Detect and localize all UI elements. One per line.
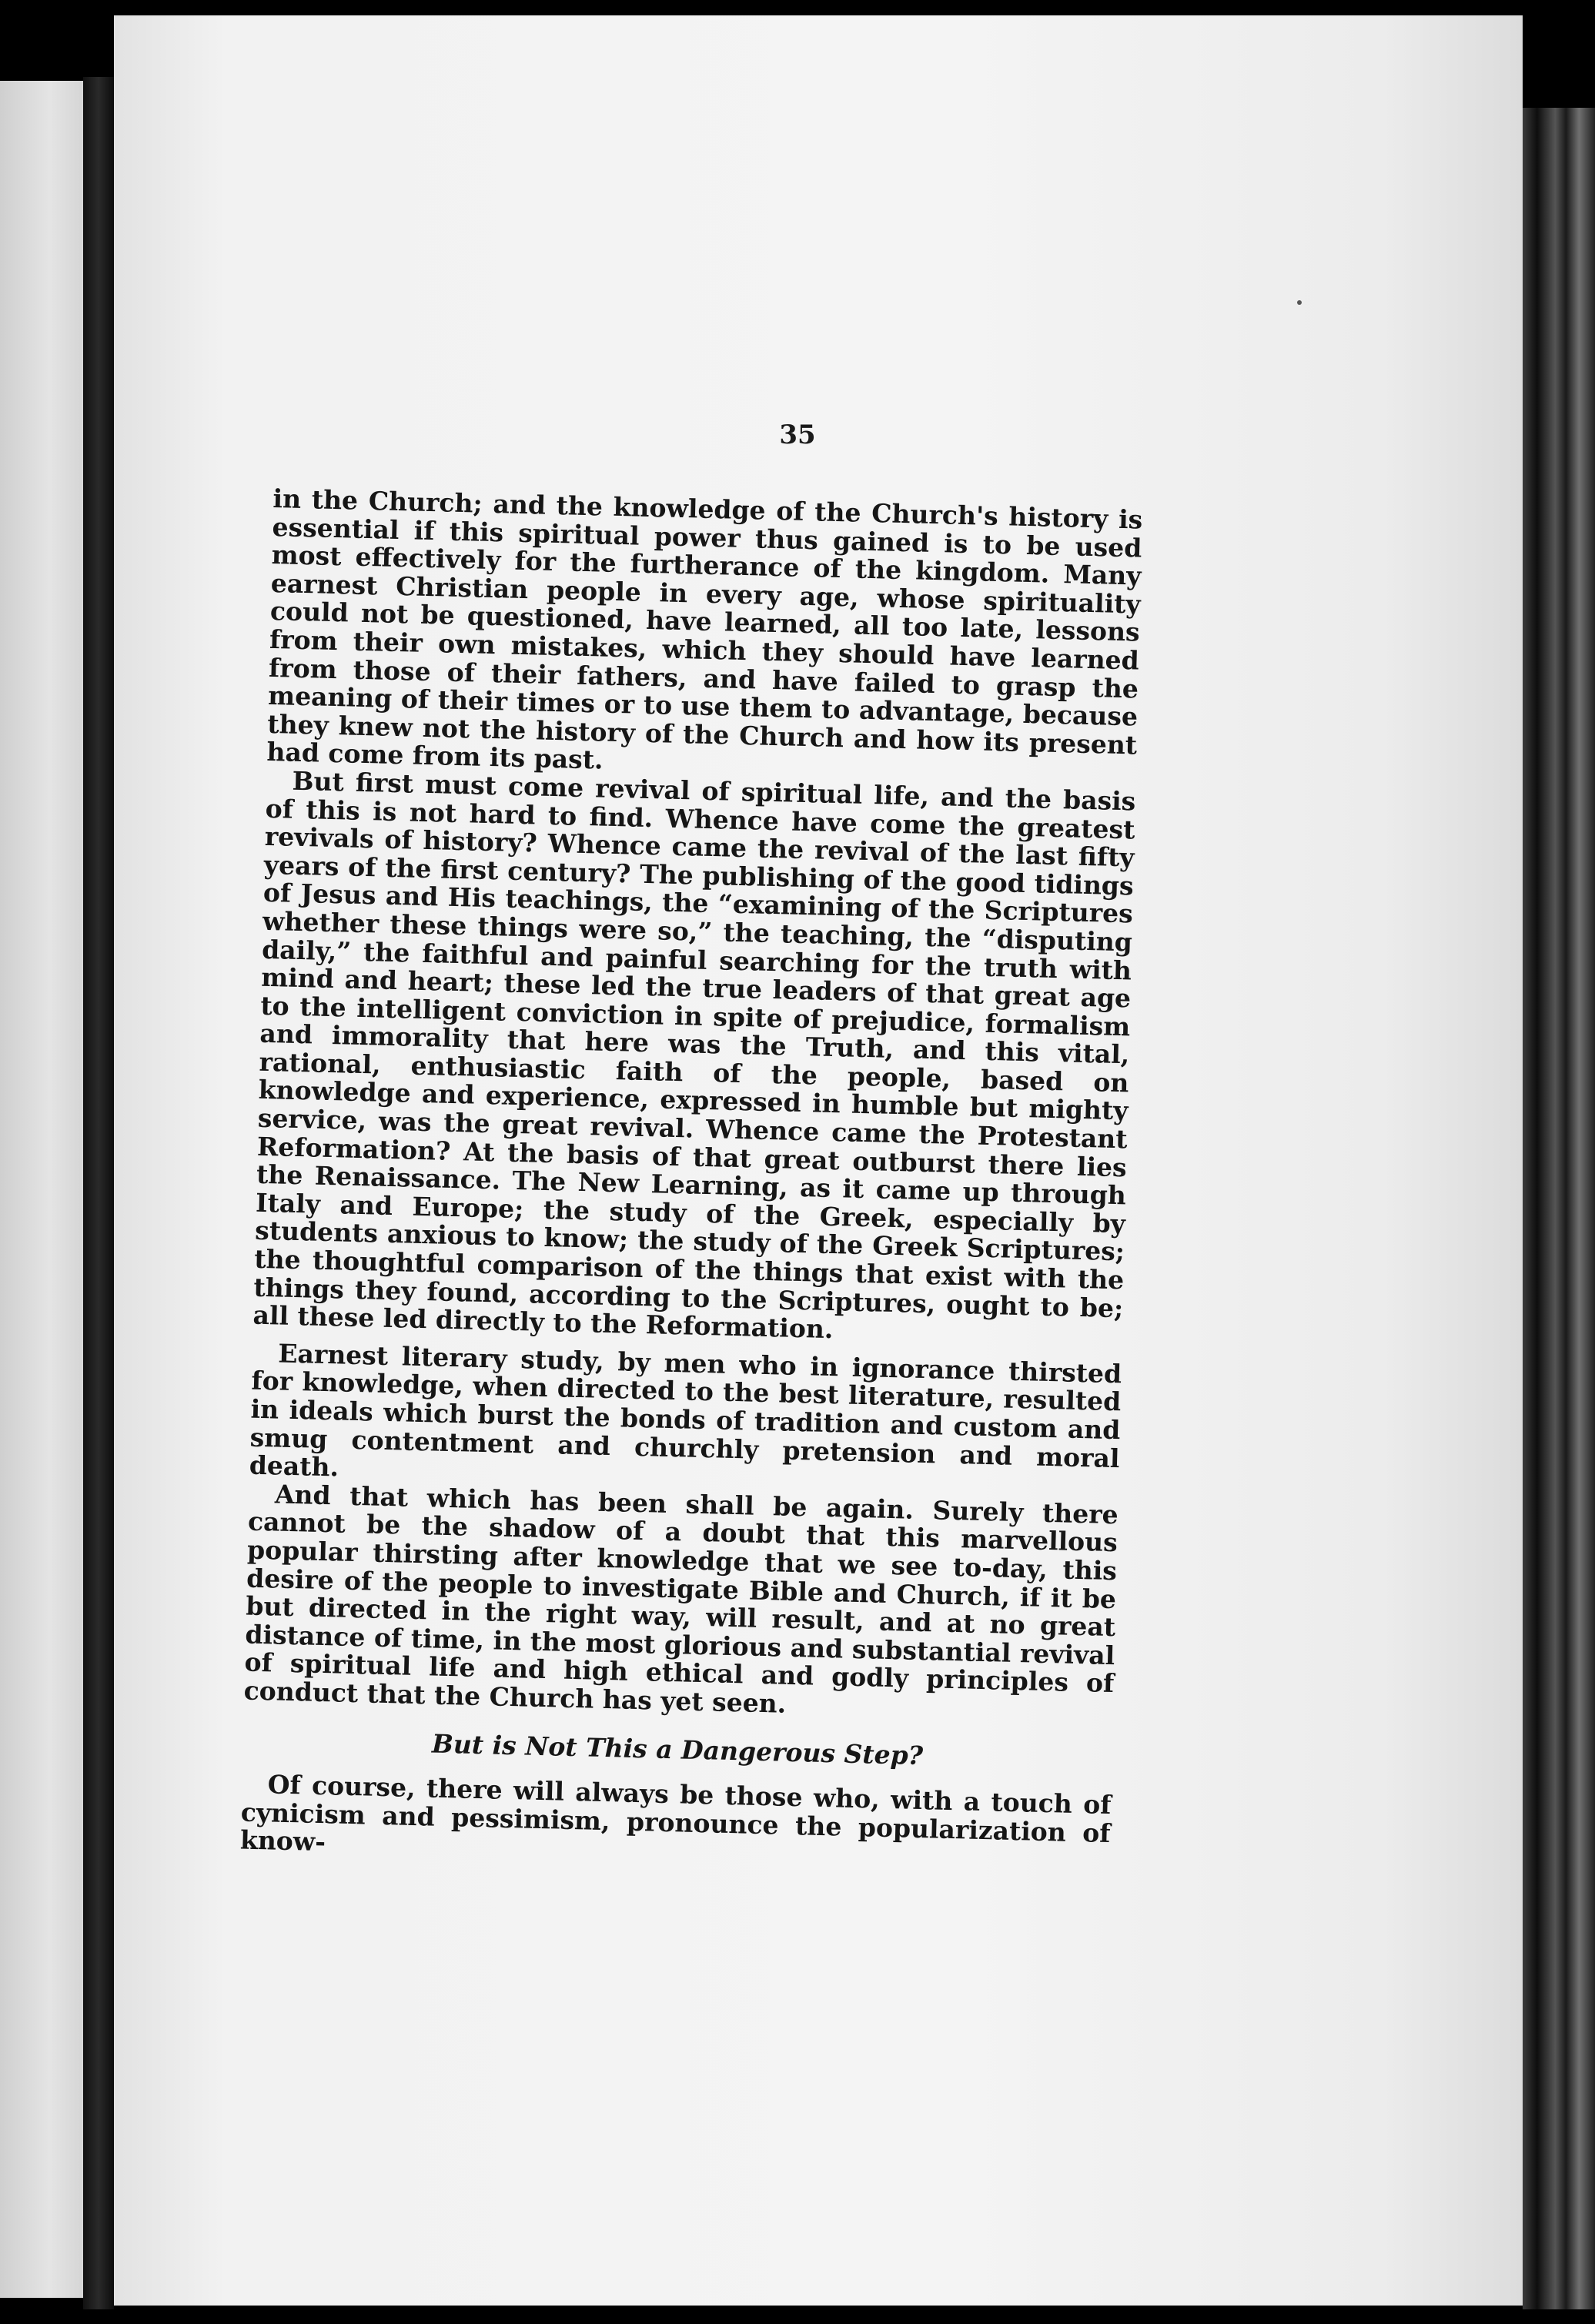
book-gutter [83, 77, 114, 2309]
paragraph-2: But first must come revival of spiritual life, and the basis of this is not hard to find. Whence have come the greatest revivals of history? Whence came the revival of the last fifty years of the first century? The publishing of the good tidings of Jesus and His teachings, the “examining of the Scriptures whether these things were so,” the teaching, the “disputing daily,” the faithful and painful searching for the truth with mind and heart; these led the true leaders of that great age to the intelligent conviction in spite of prejudice, formalism and immorality that here was the Truth, and this vital, rational, enthusiastic faith of the people, based on knowledge and experience, expressed in humble but mighty service, was the great revival. Whence came the Protestant Reformation? At the basis of that great outburst there lies the Renaissance. The New Learning, as it came up through Italy and Europe; the study of the Greek, especially by students anxious to know; the study of the Greek Scriptures; the thoughtful comparison of the things that exist with the things they found, according to the Scriptures, ought to be; all these led directly to the Reformation. [252, 765, 1136, 1345]
body-text [240, 485, 1143, 1876]
paragraph-3: Earnest literary study, by men who in ignorance thirsted for knowledge, when directed to the best literature, resulted in ideals which burst the bonds of tradition and custom and smug contentment and churchly pretension and moral death. [249, 1338, 1122, 1483]
page-number: 35 [779, 420, 816, 450]
dust-speck [1297, 300, 1302, 305]
paragraph-5: Of course, there will always be those who, with a touch of cynicism and pessimism, pronounce the popularization of know- [239, 1769, 1112, 1858]
previous-page-edge [0, 81, 83, 2298]
paragraph-4: And that which has been shall be again. Surely there cannot be the shadow of a doubt that this marvellous popular thirsting after knowledge that we see to-day, this desire of the people to investigate Bible and Church, if it be but directed in the right way, will result, and at no great distance of time, in the most glorious and substantial revival of spiritual life and high ethical and godly principles of conduct that the Church has yet seen. [243, 1479, 1119, 1719]
paragraph-1: in the Church; and the knowledge of the Church's history is essential if this spiritual power thus gained is to be used most effectively for the furtherance of the kingdom. Many earnest Christian people in every age, whose spirituality could not be questioned, have learned, all too late, lessons from their own mistakes, which they should have learned from those of their fathers, and have failed to grasp the meaning of their times or to use them to advantage, because they knew not the history of the Church and how its present had come from its past. [266, 483, 1143, 775]
section-subheading: But is Not This a Dangerous Step? [431, 1728, 924, 1771]
